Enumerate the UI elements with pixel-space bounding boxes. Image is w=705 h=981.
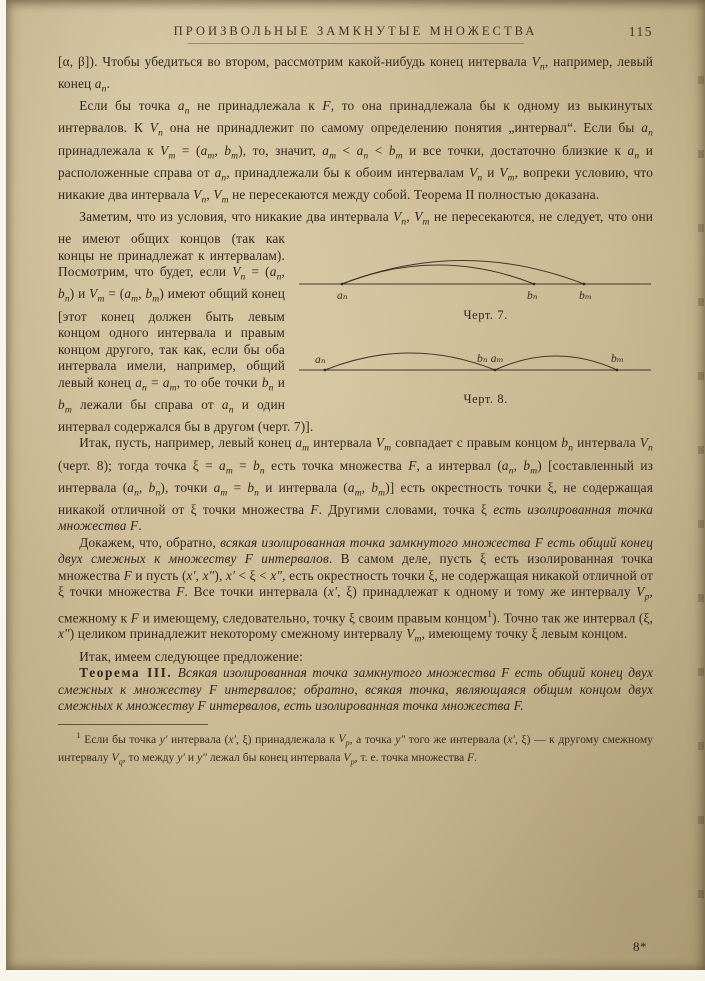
- figure-7-caption: Черт. 7.: [463, 308, 508, 323]
- figure-7-label-bm: bₘ: [579, 290, 593, 303]
- theorem-label: Теорема III.: [79, 665, 173, 681]
- header-rule: [188, 43, 524, 44]
- paragraph: Итак, имеем следующее предложение:: [79, 648, 303, 664]
- running-head-title: ПРОИЗВОЛЬНЫЕ ЗАМКНУТЫЕ МНОЖЕСТВА: [173, 24, 538, 38]
- figure-8-caption: Черт. 8.: [463, 391, 508, 406]
- scan-edge-artifacts: [698, 34, 704, 910]
- figure-7-drawing: [297, 232, 653, 306]
- figure-7-point-left: [341, 283, 344, 286]
- figure-8-right-arc: [495, 356, 617, 370]
- paragraph: [58, 209, 653, 435]
- figure-7: [297, 232, 653, 324]
- figure-block: [297, 232, 653, 411]
- paragraph: [α, β]). Чтобы убедиться во втором, рассмотрим какой-нибудь конец интервала $V_n$, например, левый конец $a_n$.: [58, 54, 654, 95]
- figure-7-label-bn: bₙ: [527, 290, 538, 303]
- figure-8-point-mid: [494, 368, 497, 371]
- paragraph: Итак, пусть, например, левый конец $a_m$ интервала $V_m$ совпадает с правым концом $b_n$ интервала $V_n$ (черт. 8); тогда точка $\xi = a_m = b_n$ есть точка множества F, а интервал ($a_n$, $b_m$) [составленный из интервала ($a_n$, $b_n$), точки $a_m = b_n$ и интервала ($a_m$, $b_m$)] есть окрестность точки ξ, не содержащая никакой отличной от ξ точки множества F. Другими словами, точка ξ есть изолированная точка множества F.: [58, 435, 653, 534]
- figure-8: [297, 328, 653, 408]
- page-number: 115: [628, 24, 653, 39]
- figure-7-point-mid: [533, 283, 536, 286]
- signature-mark: 8*: [633, 939, 647, 954]
- footnote-rule: [58, 724, 208, 725]
- paragraph-text: концы не принадлежат к интервалам). Посмотрим, что будет, если $V_n = (a_n$, $b_n$) и $V_m = (a_m$, $b_m$) имеют общий конец [этот конец должен быть левым концом одного интервала и правым концом другого, так как, если бы оба интервала имели, например, общий левый конец $a_n = a_m$, то обе точки $b_n$ и $b_m$ лежали бы справа от $a_n$ и один интервал содержался бы в другом (черт. 7)].: [58, 247, 314, 434]
- running-head: [58, 24, 653, 39]
- figure-8-label-an: aₙ: [315, 353, 326, 366]
- theorem-paragraph: [58, 665, 653, 715]
- paragraph-text: Заметим, что из условия, что никакие два интервала $V_n$, $V_m$ не пересекаются, не следует, что они не имеют общих концов (так как: [58, 209, 653, 247]
- paragraph: Если бы точка $a_n$ не принадлежала к F, то она принадлежала бы к одному из выкинутых интервалов. К $V_n$ она не принадлежит по самому определению понятия „интервал“. Если бы $a_n$ принадлежала к $V_m = (a_m$, $b_m$), то, значит, $a_m < a_n < b_m$ и все точки, достаточно близкие к $a_n$ и расположенные справа от $a_n$, принадлежали бы к обоим интервалам $V_n$ и $V_m$, вопреки условию, что никакие два интервала $V_n$, $V_m$ не пересекаются между собой. Теорема II полностью доказана.: [58, 98, 654, 206]
- page-content: [58, 24, 653, 770]
- figure-7-inner-arc: [342, 265, 534, 284]
- figure-8-drawing: [297, 328, 653, 390]
- figure-8-point-left: [324, 368, 327, 371]
- book-page: [6, 0, 705, 970]
- body-text: [58, 54, 653, 715]
- figure-8-label-bn-am: bₙ aₘ: [477, 352, 504, 365]
- theorem-body: Всякая изолированная точка замкнутого множества F есть общий конец двух смежных к множеству F интервалов; обратно, всякая точка, являющаяся общим концом двух смежных к множеству F интервалов, есть изолированная точка множества F.: [58, 665, 653, 714]
- figure-8-left-arc: [325, 353, 495, 370]
- figure-7-label-an: aₙ: [337, 290, 348, 303]
- figure-7-point-right: [583, 283, 586, 286]
- figure-8-label-bm: bₘ: [611, 352, 625, 365]
- footnote: $^1$ Если бы точка y′ интервала (x′, ξ) принадлежала к $V_p$, а точка y″ того же интервала (x′, ξ) — к другому смежному интервалу $V_q$, то между y′ и y″ лежал бы конец интервала $V_p$, т. е. точка множества F.: [58, 730, 653, 767]
- paragraph: Докажем, что, обратно, всякая изолированная точка замкнутого множества F есть общий конец двух смежных к множеству F интервалов. В самом деле, пусть ξ есть изолированная точка множества F и пусть (x′, x″), x′ < ξ < x″, есть окрестность точки ξ, не содержащая никакой отличной от ξ точки множества F. Все точки интервала (x′, ξ) принадлежат к одному и тому же интервалу $V_p$, смежному к F и имеющему, следовательно, точку ξ своим правым концом$^1$). Точно так же интервал (ξ, x″) целиком принадлежит некоторому смежному интервалу $V_m$, имеющему точку ξ левым концом.: [58, 534, 654, 646]
- figure-8-point-right: [616, 368, 619, 371]
